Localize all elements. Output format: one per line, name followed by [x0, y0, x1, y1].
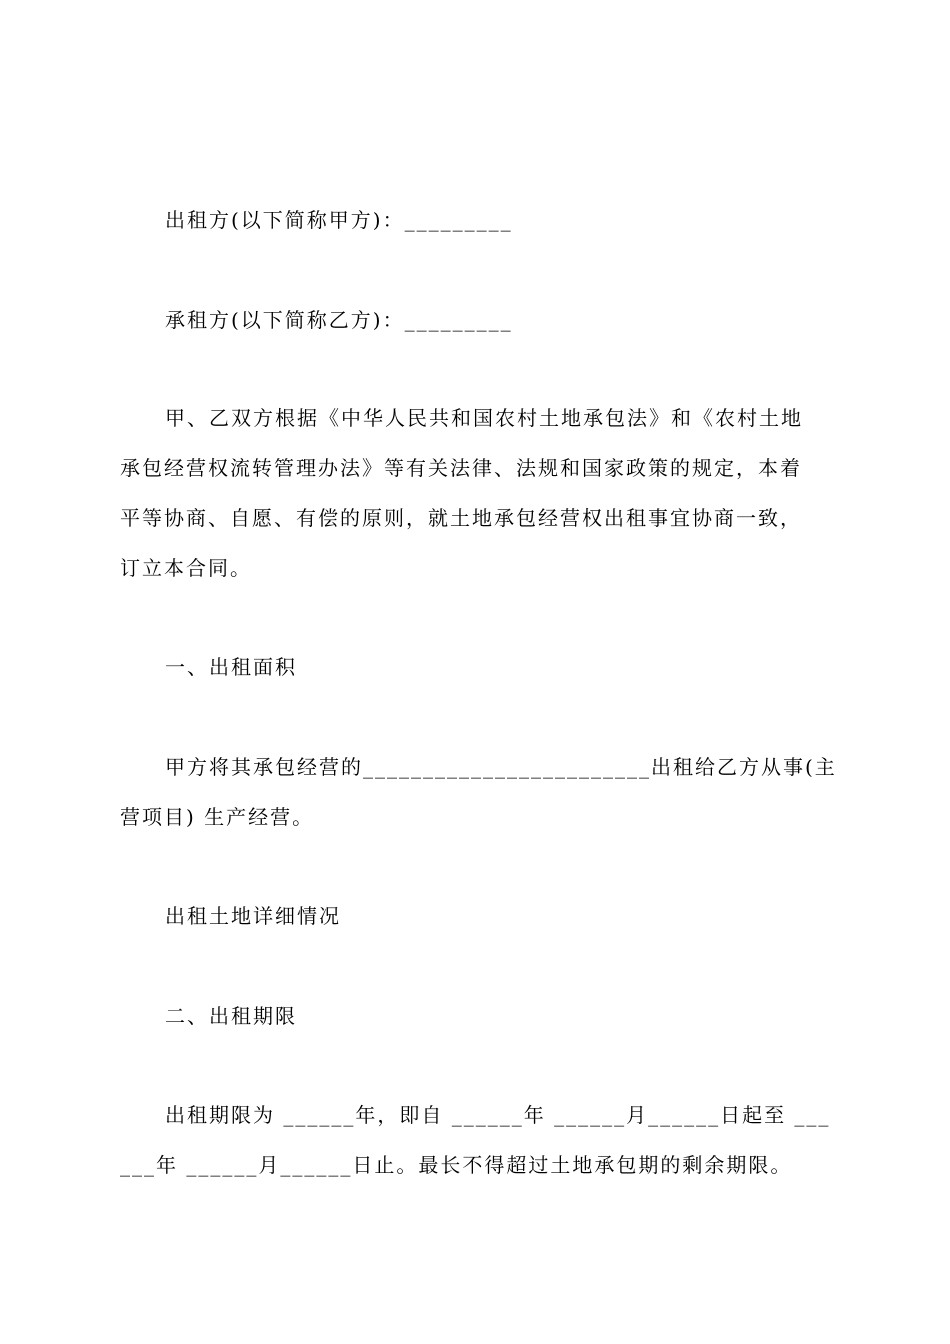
land-details-text: 出租土地详细情况	[165, 904, 341, 928]
section1-heading	[120, 642, 832, 692]
preamble-line-2: 承包经营权流转管理办法》等有关法律、法规和国家政策的规定，本着	[120, 456, 802, 480]
preamble-line-3: 平等协商、自愿、有偿的原则，就土地承包经营权出租事宜协商一致，	[120, 506, 802, 530]
lessor-text: 出租方(以下简称甲方)：_________	[165, 208, 513, 232]
section2-line-2: ___年 ______月______日止。最长不得超过土地承包期的剩余期限。	[120, 1153, 793, 1177]
preamble-paragraph	[120, 393, 832, 593]
preamble-line-1: 甲、乙双方根据《中华人民共和国农村土地承包法》和《农村土地	[165, 406, 803, 430]
lessor-line	[120, 195, 832, 245]
lessee-line	[120, 295, 832, 345]
section2-line-1: 出租期限为 ______年，即自 ______年 ______月______日起至 ___	[165, 1103, 831, 1127]
section1-title: 一、出租面积	[165, 655, 297, 679]
preamble-line-4: 订立本合同。	[120, 556, 252, 580]
section1-line-2: 营项目) 生产经营。	[120, 805, 315, 829]
section2-paragraph	[120, 1090, 832, 1190]
section2-title: 二、出租期限	[165, 1004, 297, 1028]
section1-paragraph	[120, 742, 837, 842]
land-details-heading	[120, 891, 832, 941]
section2-heading	[120, 991, 832, 1041]
lessee-text: 承租方(以下简称乙方)：_________	[165, 308, 513, 332]
section1-line-1: 甲方将其承包经营的________________________出租给乙方从事(主	[165, 755, 837, 779]
